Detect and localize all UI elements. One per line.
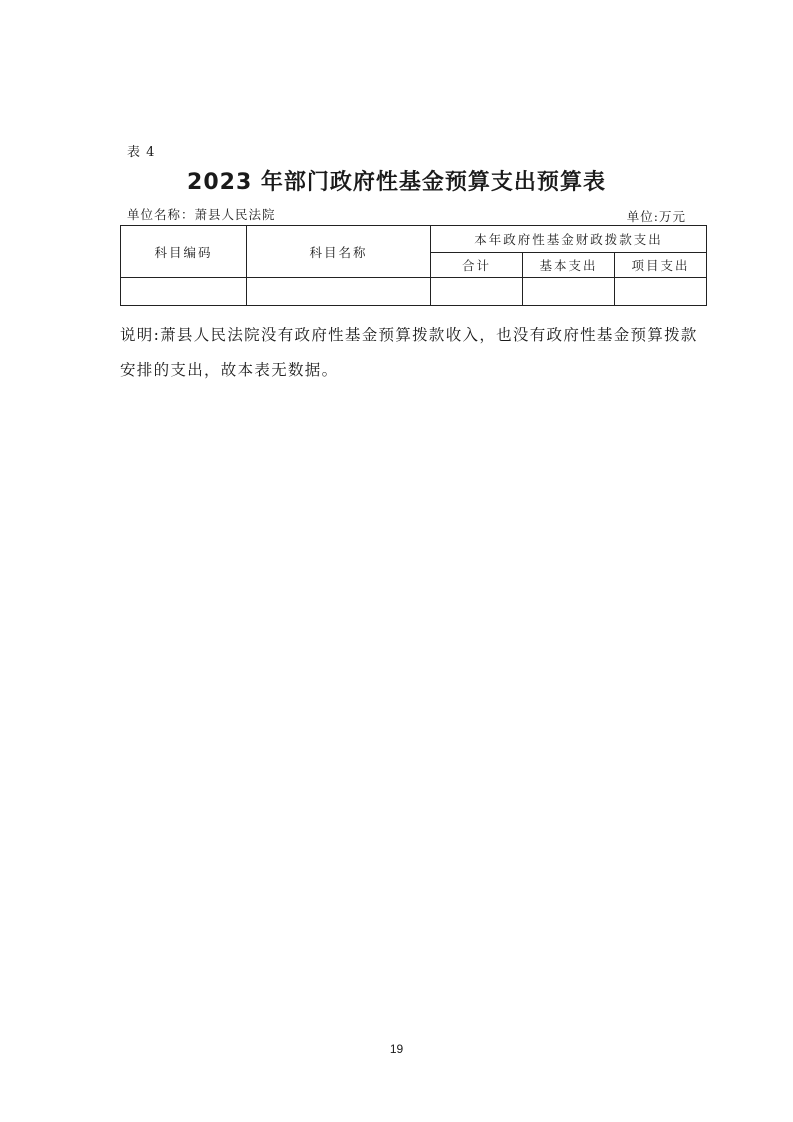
page-number: 19 bbox=[389, 1042, 404, 1056]
table-row bbox=[121, 278, 707, 306]
unit-name: 单位名称：萧县人民法院 bbox=[127, 207, 276, 222]
table-label: 表 4 bbox=[127, 145, 156, 160]
header-total: 合计 bbox=[431, 253, 523, 278]
page-title: 2023 年部门政府性基金预算支出预算表 bbox=[187, 170, 606, 195]
budget-table bbox=[120, 225, 707, 306]
unit-currency: 单位:万元 bbox=[626, 209, 686, 224]
table-cell bbox=[523, 278, 615, 306]
explanation-note: 说明:萧县人民法院没有政府性基金预算拨款收入，也没有政府性基金预算拨款安排的支出，故本表无数据。 bbox=[120, 326, 698, 379]
header-row bbox=[121, 226, 707, 253]
table-cell bbox=[247, 278, 431, 306]
header-basic: 基本支出 bbox=[523, 253, 615, 278]
header-group: 本年政府性基金财政拨款支出 bbox=[431, 226, 707, 253]
header-code: 科目编码 bbox=[121, 226, 247, 278]
table-cell bbox=[121, 278, 247, 306]
table-cell bbox=[615, 278, 707, 306]
header-project: 项目支出 bbox=[615, 253, 707, 278]
table-cell bbox=[431, 278, 523, 306]
header-name: 科目名称 bbox=[247, 226, 431, 278]
